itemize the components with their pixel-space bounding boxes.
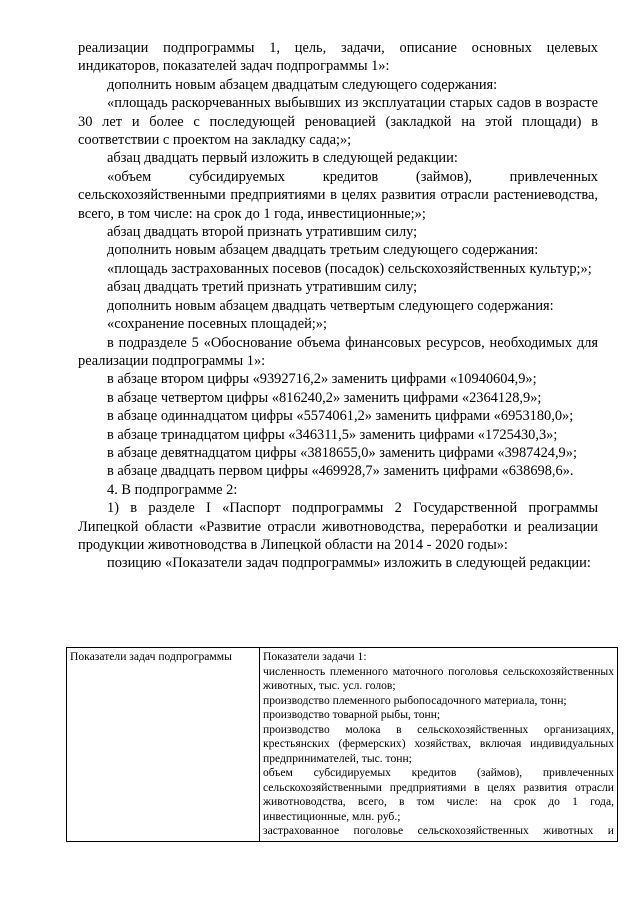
section-heading: 4. В подпрограмме 2: (107, 481, 238, 498)
table-label-cell: Показатели задач подпрограммы (67, 648, 260, 842)
document-body (78, 39, 598, 573)
table-item: численность племенного маточного поголовья сельскохозяйственных животных, тыс. усл. голов; (263, 664, 614, 692)
table-row (67, 648, 618, 842)
table-heading: Показатели задачи 1: (263, 650, 367, 663)
paragraph: в абзаце втором цифры «9392716,2» заменить цифрами «10940604,9»; (107, 371, 537, 388)
paragraph: дополнить новым абзацем двадцать четвертым следующего содержания: (107, 297, 554, 314)
paragraph: в абзаце четвертом цифры «816240,2» заменить цифрами «2364128,9»; (107, 389, 542, 406)
paragraph: в абзаце тринадцатом цифры «346311,5» заменить цифрами «1725430,3»; (107, 426, 558, 443)
table-item: производство племенного рыбопосадочного материала, тонн; (263, 693, 567, 707)
table-item: застрахованное поголовье сельскохозяйственных животных и (263, 824, 614, 837)
paragraph: «сохранение посевных площадей;»; (107, 316, 327, 333)
paragraph: дополнить новым абзацем двадцать третьим следующего содержания: (107, 242, 539, 259)
paragraph: абзац двадцать первый изложить в следующей редакции: (107, 150, 458, 167)
paragraph: в абзаце одиннадцатом цифры «5574061,2» заменить цифрами «6953180,0»; (107, 408, 574, 425)
table-item: производство товарной рыбы, тонн; (263, 708, 441, 721)
paragraph: в подразделе 5 «Обоснование объема финансовых ресурсов, необходимых для реализации подпрограммы 1»: (78, 334, 598, 369)
indicators-table (66, 647, 618, 842)
paragraph: 1) в разделе I «Паспорт подпрограммы 2 Государственной программы Липецкой области «Развитие отрасли животноводства, переработки и реализации продукции животноводства в Липецкой области на 2014 - 2020 годы»: (78, 500, 598, 553)
paragraph: в абзаце двадцать первом цифры «469928,7» заменить цифрами «638698,6». (107, 463, 574, 480)
paragraph: абзац двадцать второй признать утратившим силу; (107, 224, 418, 241)
table-item: объем субсидируемых кредитов (займов), привлеченных сельскохозяйственными предприятиями в целях развития отрасли животноводства, всего, в том числе: на срок до 1 года, инвестиционные, млн. руб.; (263, 766, 614, 823)
paragraph: позицию «Показатели задач подпрограммы» изложить в следующей редакции: (107, 555, 591, 572)
paragraph: «объем субсидируемых кредитов (займов), привлеченных сельскохозяйственными предприятиями в целях развития отрасли растениеводства, всего, в том числе: на срок до 1 года, инвестиционные;»; (78, 168, 598, 222)
paragraph: дополнить новым абзацем двадцатым следующего содержания: (107, 76, 498, 93)
paragraph: в абзаце девятнадцатом цифры «3818655,0» заменить цифрами «3987424,9»; (107, 444, 577, 461)
paragraph: «площадь застрахованных посевов (посадок) сельскохозяйственных культур;»; (107, 260, 592, 277)
table-item: производство молока в сельскохозяйственных организациях, крестьянских (фермерских) хозяйствах, включая индивидуальных предпринимателей, тыс. тонн; (263, 722, 614, 765)
paragraph: абзац двадцать третий признать утратившим силу; (107, 279, 418, 296)
paragraph: «площадь раскорчеванных выбывших из эксплуатации старых садов в возрасте 30 лет и более с последующей реновацией (закладкой на этой площади) в соответствии с проектом на закладку сада;»; (78, 95, 598, 149)
paragraph-intro: реализации подпрограммы 1, цель, задачи, описание основных целевых индикаторов, показателей задач подпрограммы 1»: (78, 40, 598, 75)
table-content-cell (260, 648, 618, 842)
